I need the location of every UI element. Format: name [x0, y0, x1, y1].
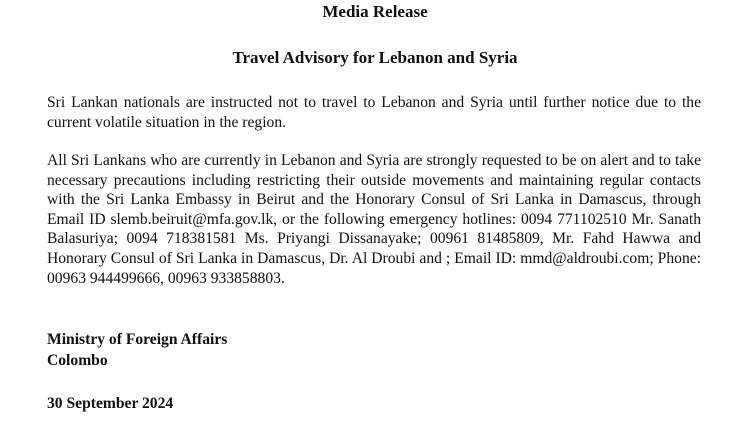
signature-ministry: Ministry of Foreign Affairs [47, 331, 228, 348]
release-date: 30 September 2024 [47, 395, 174, 412]
document-header: Media Release [322, 2, 428, 21]
paragraph-travel-instruction: Sri Lankan nationals are instructed not to travel to Lebanon and Syria until further notice due to the current volatile situation in the region. [47, 94, 701, 131]
document-title: Travel Advisory for Lebanon and Syria [232, 48, 518, 67]
signature-city: Colombo [47, 352, 108, 369]
paragraph-precautions-contacts: All Sri Lankans who are currently in Lebanon and Syria are strongly requested to be on alert and to take necessary precautions including restricting their outside movements and maintaining regular contacts with the Sri Lanka Embassy in Beirut and the Honorary Consul of Sri Lanka in Damascus, through Email ID slemb.beiruit@mfa.gov.lk, or the following emergency hotlines: 0094 771102510 Mr. Sanath Balasuriya; 0094 718381581 Ms. Priyangi Dissanayake; 00961 81485809, Mr. Fahd Hawwa and Honorary Consul of Sri Lanka in Damascus, Dr. Al Droubi and ; Email ID: mmd@aldroubi.com; Phone: 00963 944499666, 00963 933858803. [47, 152, 701, 287]
